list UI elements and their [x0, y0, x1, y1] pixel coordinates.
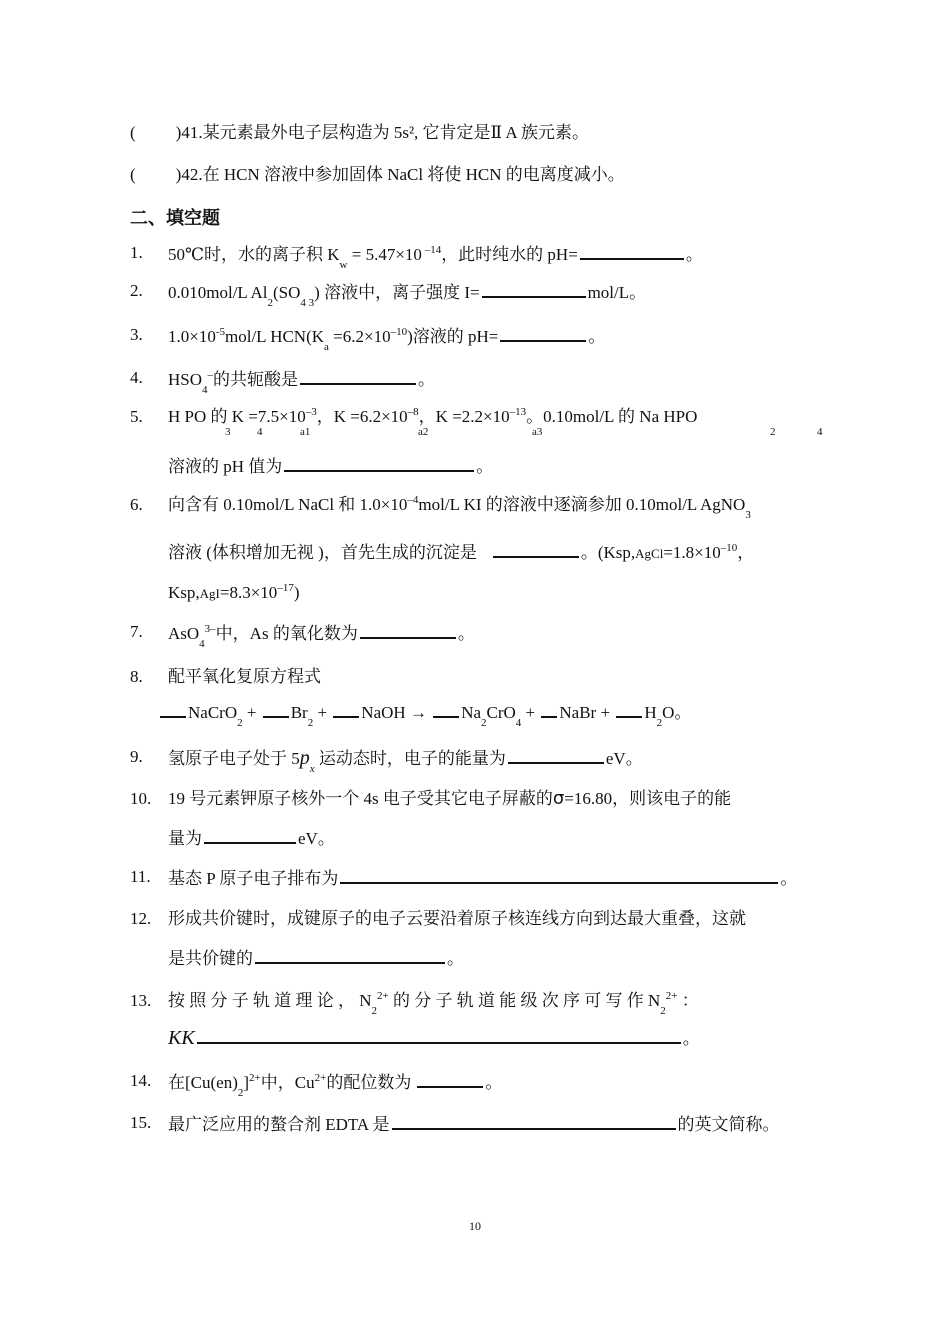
question-12-line-2: 是共价键的 。 [168, 946, 464, 970]
question-9: 氢原子电子处于 $5p_x$ 运动态时，电子的能量为 eV。 [168, 747, 643, 775]
question-15: 最广泛应用的螯合剂 EDTA 是 的英文简称。 [168, 1112, 780, 1136]
question-6: 向含有 0.10mol/L NaCl 和 $1.0\times 10^{-4}mol/L$ KI 的溶液中逐滴参加 0.10mol/L AgNO$_3$ [168, 494, 751, 521]
question-2: 0.010mol/L $Al_2(SO_{4 3})$ 溶液中，离子强度 I= mol/L。 [168, 280, 646, 306]
answer-blank[interactable] [580, 242, 684, 260]
section-title: 二、填空题 [130, 208, 220, 229]
answer-blank[interactable] [204, 826, 296, 844]
judge-item-41: ( )41.某元素最外电子层构造为 5s², 它肯定是Ⅱ A 族元素。 [130, 123, 590, 142]
item-number: 14. [130, 1071, 152, 1090]
answer-blank[interactable] [392, 1112, 676, 1130]
item-number: 15. [130, 1113, 152, 1132]
question-6-line-3: $Ksp,AgI=8.3\times 10^{-17}$) [168, 582, 300, 602]
question-11: 基态 P 原子电子排布为 。 [168, 866, 797, 890]
question-1: 50℃时，水的离子积 $K_w = 5.47\times 10$ $^{-14}$，此时纯水的 pH= 。 [168, 244, 703, 271]
item-number: 7. [130, 622, 143, 641]
question-6-line-2: 溶液 (体积增加无视 )，首先生成的沉淀是 。($Ksp,AgCl=1.8\times 10^{-10}$， [168, 542, 755, 562]
coefficient-blank[interactable] [333, 700, 359, 718]
question-7: AsO$_4^{3-}$中，As 的氧化数为 。 [168, 623, 475, 650]
coefficient-blank[interactable] [616, 700, 642, 718]
question-3: $1.0\times 10^{-5}mol/L$ $HCN(K_a =6.2\times 10^{-10})$溶液的 pH= 。 [168, 326, 606, 353]
question-10-line-2: 量为 eV。 [168, 826, 335, 850]
item-number: 13. [130, 991, 152, 1010]
question-14: 在$[Cu(en)_2]^{2+}$中，$Cu^{2+}$的配位数为 。 [168, 1072, 503, 1099]
item-number: 12. [130, 909, 152, 928]
arrow-icon: → [405, 703, 432, 722]
item-number: 3. [130, 325, 143, 344]
question-12: 形成共价键时，成键原子的电子云要沿着原子核连线方向到达最大重叠，这就 [168, 909, 746, 928]
item-number: 5. [130, 407, 143, 426]
coefficient-blank[interactable] [433, 700, 459, 718]
answer-blank[interactable] [482, 280, 586, 298]
page-number: 10 [469, 1219, 481, 1233]
question-13: 按 照 分 子 轨 道 理 论 ， $N_2^{2+}$ 的 分 子 轨 道 能 级 次 序 可 写 作 $N_2^{2+}$ ： [168, 990, 699, 1017]
answer-blank[interactable] [417, 1070, 483, 1088]
answer-blank[interactable] [340, 866, 778, 884]
item-number: 10. [130, 789, 152, 808]
item-number: 9. [130, 747, 143, 766]
answer-blank[interactable] [508, 746, 604, 764]
redox-equation: NaCrO$_2$ + $Br_2$ + NaOH → $Na_2CrO_4$ + NaBr + $H_2O$。 [158, 700, 691, 726]
answer-blank[interactable] [493, 540, 579, 558]
question-4: $HSO_4^-$的共轭酸是 。 [168, 369, 436, 396]
item-number: 6. [130, 495, 143, 514]
coefficient-blank[interactable] [263, 700, 289, 718]
item-number: 2. [130, 281, 143, 300]
judge-item-42: ( )42.在 HCN 溶液中参加固体 NaCl 将使 HCN 的电离度减小。 [130, 165, 625, 184]
answer-blank[interactable] [284, 454, 474, 472]
coefficient-blank[interactable] [541, 700, 557, 718]
item-number: 11. [130, 867, 151, 886]
item-number: 1. [130, 243, 143, 262]
answer-blank[interactable] [360, 621, 456, 639]
question-10: 19 号元素钾原子核外一个 4s 电子受其它电子屏蔽的σ=16.80，则该电子的能 [168, 788, 732, 809]
answer-blank[interactable] [300, 367, 416, 385]
item-number: 8. [130, 667, 143, 686]
coefficient-blank[interactable] [160, 700, 186, 718]
answer-blank[interactable] [255, 946, 445, 964]
question-8: 配平氧化复原方程式 [168, 667, 321, 686]
answer-blank[interactable] [197, 1026, 681, 1044]
question-5-line-2: 溶液的 pH 值为 。 [168, 454, 493, 478]
item-number: 4. [130, 368, 143, 387]
question-5: H PO 的 $K =7.5\times 10^{-3}$，$K =6.2\times 10^{-8}$，$K =2.2\times 10^{-13}$。0.10mol/L 的 Na HPO [168, 406, 698, 426]
answer-blank[interactable] [500, 324, 586, 342]
question-13-line-2: KK 。 [168, 1027, 700, 1049]
